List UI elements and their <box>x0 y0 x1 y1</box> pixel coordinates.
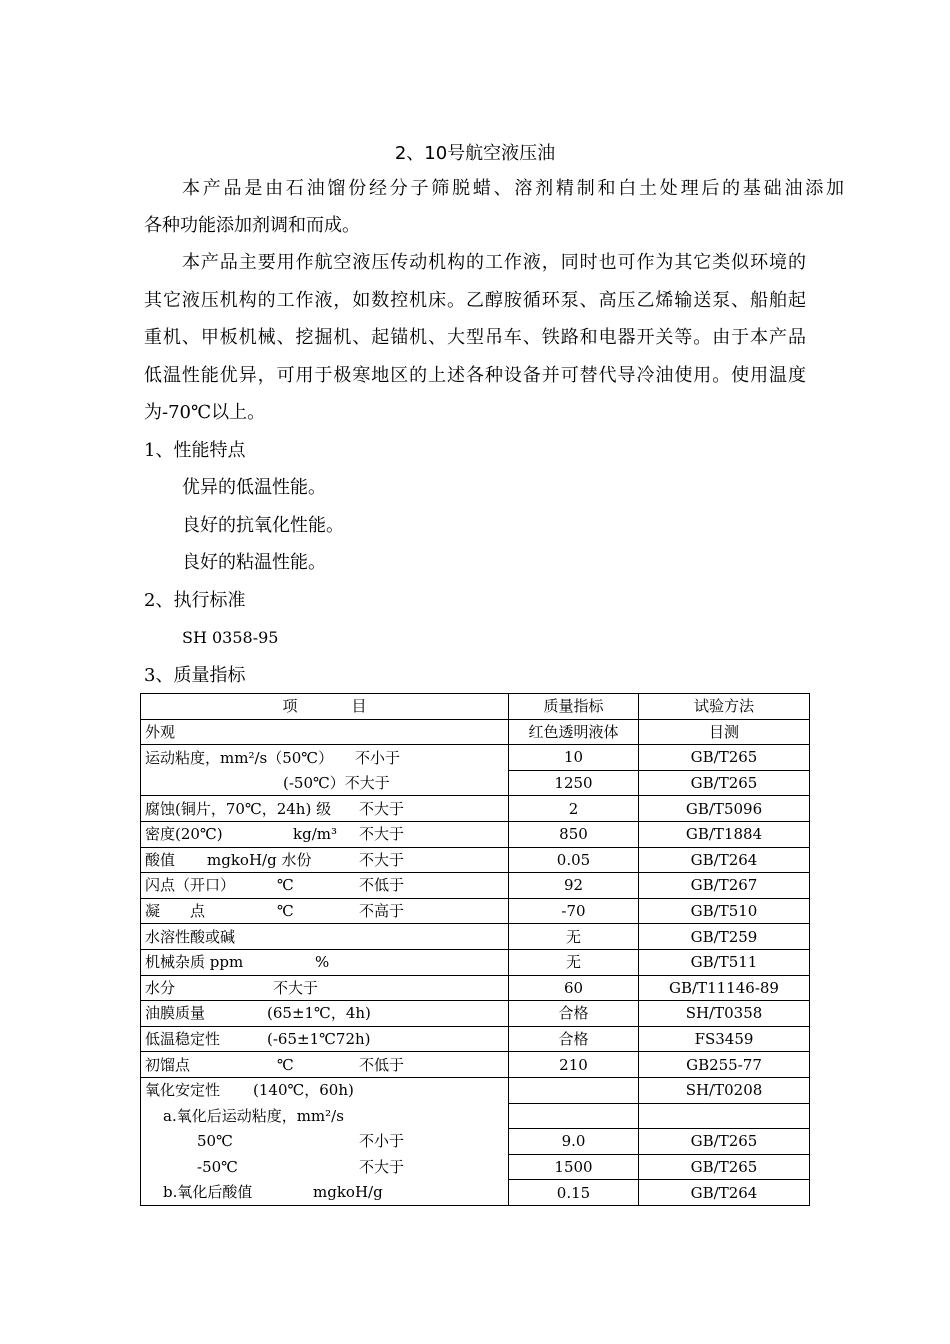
row-method: GB/T264 <box>639 1180 810 1206</box>
table-row <box>141 1026 810 1052</box>
quality-spec-table <box>140 693 810 1206</box>
intro-p2-line5: 为-70℃以上。 <box>144 402 266 423</box>
item-mid: % <box>315 953 330 972</box>
item-mid: ℃ <box>277 1055 294 1074</box>
row-quality: -70 <box>509 898 639 924</box>
section2-heading: 2、执行标准 <box>144 590 246 611</box>
row-item <box>141 1103 509 1129</box>
table-row <box>141 949 810 975</box>
section3-heading: 3、质量指标 <box>144 665 246 686</box>
item-mid: 不大于 <box>273 978 319 997</box>
item-text: 运动粘度，mm²/s（50℃） <box>145 748 334 767</box>
item-limit: 不大于 <box>359 850 405 869</box>
row-method: SH/T0358 <box>639 1001 810 1027</box>
row-quality: 210 <box>509 1052 639 1078</box>
table-row <box>141 847 810 873</box>
row-method: GB/T265 <box>639 1154 810 1180</box>
table-row <box>141 898 810 924</box>
table-row <box>141 1001 810 1027</box>
item-text: 闪点（开口） <box>145 876 236 895</box>
item-text: 氧化安定性 <box>145 1081 221 1100</box>
table-row <box>141 1180 810 1206</box>
item-text: 水溶性酸或碱 <box>145 927 236 946</box>
row-quality <box>509 1077 639 1103</box>
item-text: -50℃ <box>197 1157 238 1176</box>
intro-p1-line1: 本产品是由石油馏份经分子筛脱蜡、溶剂精制和白土处理后的基础油添加 <box>182 178 844 199</box>
row-item <box>141 796 509 822</box>
row-item <box>141 1052 509 1078</box>
feature-item: 良好的粘温性能。 <box>182 552 326 573</box>
item-mid: mgkoH/g <box>313 1183 383 1202</box>
item-text: 密度(20℃) <box>145 825 223 844</box>
item-mid: ℃ <box>277 876 294 895</box>
row-item <box>141 1129 509 1155</box>
header-item <box>141 694 509 720</box>
row-item <box>141 949 509 975</box>
intro-p2-line3: 重机、甲板机械、挖掘机、起锚机、大型吊车、铁路和电器开关等。由于本产品 <box>144 327 806 348</box>
item-limit: 不小于 <box>359 1132 405 1151</box>
row-method: GB/T265 <box>639 770 810 796</box>
item-text: 低温稳定性 <box>145 1030 221 1049</box>
item-mid: (-65±1℃72h) <box>267 1030 371 1049</box>
table-row <box>141 1052 810 1078</box>
item-text: b.氧化后酸值 <box>163 1183 253 1202</box>
item-limit: 不低于 <box>359 1055 405 1074</box>
item-limit: 不高于 <box>359 902 405 921</box>
row-quality: 合格 <box>509 1001 639 1027</box>
item-text: 外观 <box>145 722 176 741</box>
item-mid: (140℃，60h) <box>253 1081 354 1100</box>
row-method: GB/T11146-89 <box>639 975 810 1001</box>
table-row <box>141 796 810 822</box>
row-quality <box>509 1103 639 1129</box>
table-row <box>141 975 810 1001</box>
item-text: (-50℃）不大于 <box>283 773 390 792</box>
row-item <box>141 719 509 745</box>
row-item <box>141 898 509 924</box>
row-quality: 1250 <box>509 770 639 796</box>
row-item <box>141 1180 509 1206</box>
row-method: GB/T5096 <box>639 796 810 822</box>
table-row <box>141 873 810 899</box>
row-method: GB/T264 <box>639 847 810 873</box>
item-text: 油膜质量 <box>145 1004 206 1023</box>
row-item <box>141 745 509 771</box>
row-method: GB/T510 <box>639 898 810 924</box>
row-item <box>141 1026 509 1052</box>
feature-item: 优异的低温性能。 <box>182 477 326 498</box>
row-method: GB/T1884 <box>639 821 810 847</box>
intro-p1-line2: 各种功能添加剂调和而成。 <box>144 215 360 236</box>
row-item <box>141 770 509 796</box>
item-text: 水分 <box>145 978 176 997</box>
row-quality: 0.15 <box>509 1180 639 1206</box>
item-text: 凝 点 <box>145 902 206 921</box>
row-item <box>141 975 509 1001</box>
item-text: 机械杂质 ppm <box>145 953 244 972</box>
row-method: GB255-77 <box>639 1052 810 1078</box>
table-row <box>141 770 810 796</box>
row-item <box>141 924 509 950</box>
table-row <box>141 821 810 847</box>
item-mid: (65±1℃，4h) <box>267 1004 371 1023</box>
item-text: 50℃ <box>197 1132 233 1151</box>
table-row <box>141 745 810 771</box>
item-text: 初馏点 <box>145 1055 191 1074</box>
row-quality: 9.0 <box>509 1129 639 1155</box>
item-limit: 不大于 <box>359 799 405 818</box>
row-item <box>141 1001 509 1027</box>
row-quality: 10 <box>509 745 639 771</box>
table-header-row <box>141 694 810 720</box>
table-row <box>141 1103 810 1129</box>
row-quality: 60 <box>509 975 639 1001</box>
row-item <box>141 847 509 873</box>
row-quality: 92 <box>509 873 639 899</box>
row-method: SH/T0208 <box>639 1077 810 1103</box>
row-method: GB/T265 <box>639 745 810 771</box>
table-row <box>141 719 810 745</box>
row-quality: 850 <box>509 821 639 847</box>
item-mid: ℃ <box>277 902 294 921</box>
feature-item: 良好的抗氧化性能。 <box>182 515 344 536</box>
standard-code: SH 0358-95 <box>182 628 279 647</box>
table-row <box>141 924 810 950</box>
row-method: GB/T259 <box>639 924 810 950</box>
item-text: a.氧化后运动粘度，mm²/s <box>163 1106 344 1125</box>
row-quality: 红色透明液体 <box>509 719 639 745</box>
item-text: 腐蚀(铜片，70℃，24h) 级 <box>145 799 332 818</box>
item-limit: 不大于 <box>359 825 405 844</box>
intro-p2-line2: 其它液压机构的工作液，如数控机床。乙醇胺循环泵、高压乙烯输送泵、船舶起 <box>144 290 806 311</box>
table-row <box>141 1154 810 1180</box>
row-item <box>141 1154 509 1180</box>
row-method <box>639 1103 810 1129</box>
item-limit: 不小于 <box>355 748 401 767</box>
header-item-a: 项 <box>282 697 298 716</box>
item-text: 酸值 <box>145 850 176 869</box>
table-row <box>141 1077 810 1103</box>
document-title: 2、10号航空液压油 <box>394 143 556 164</box>
header-quality: 质量指标 <box>509 694 639 720</box>
row-item <box>141 1077 509 1103</box>
row-method: 目测 <box>639 719 810 745</box>
item-limit: 不大于 <box>359 1157 405 1176</box>
row-quality: 1500 <box>509 1154 639 1180</box>
row-quality: 0.05 <box>509 847 639 873</box>
header-item-b: 目 <box>351 697 367 716</box>
intro-p2-line1: 本产品主要用作航空液压传动机构的工作液，同时也可作为其它类似环境的 <box>182 252 806 273</box>
intro-p2-line4: 低温性能优异，可用于极寒地区的上述各种设备并可替代导冷油使用。使用温度 <box>144 365 806 386</box>
row-quality: 2 <box>509 796 639 822</box>
section1-heading: 1、性能特点 <box>144 440 246 461</box>
row-item <box>141 821 509 847</box>
row-method: GB/T511 <box>639 949 810 975</box>
row-item <box>141 873 509 899</box>
row-method: GB/T267 <box>639 873 810 899</box>
row-quality: 无 <box>509 949 639 975</box>
header-method: 试验方法 <box>639 694 810 720</box>
item-limit: 不低于 <box>359 876 405 895</box>
item-mid: mgkoH/g 水份 <box>207 850 312 869</box>
item-mid: kg/m³ <box>293 825 337 844</box>
row-method: GB/T265 <box>639 1129 810 1155</box>
table-row <box>141 1129 810 1155</box>
row-method: FS3459 <box>639 1026 810 1052</box>
row-quality: 无 <box>509 924 639 950</box>
row-quality: 合格 <box>509 1026 639 1052</box>
